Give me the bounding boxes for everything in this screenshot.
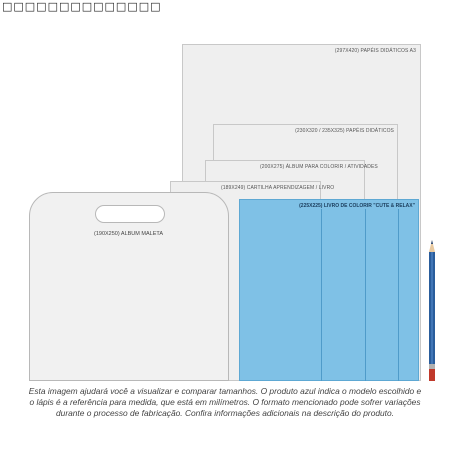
caption-line-3: durante o processo de fabricação. Confira informações adicionais na descrição do produto. [56,408,394,418]
format-maleta-label: (190X250) ALBUM MALETA [94,231,163,237]
format-papeis-edge-line [398,209,399,381]
caption-line-2: o lápis é a referência para medida, que está em milímetros. O formato mencionado pode sofrer variações [29,397,421,407]
format-album-colorir-edge-line [365,209,366,381]
caption-text [14,386,436,419]
format-cartilha-label: (189X249) CARTILHA APRENDIZAGEM / LIVRO [221,185,335,191]
selected-product-shape [239,199,419,381]
header-glyph-text: □□□□□□□□□□□□□□ [2,0,162,13]
format-cartilha-edge-line [321,209,322,381]
caption-line-1: Esta imagem ajudará você a visualizar e comparar tamanhos. O produto azul indica o modelo escolhido e [28,386,422,396]
format-album-colorir-label: (200X275) ÁLBUM PARA COLORIR / ATIVIDADES [260,164,378,170]
maleta-handle-cutout [95,205,165,223]
format-maleta-shape [29,192,229,381]
format-papeis-label: (230X320 / 235X325) PAPÉIS DIDÁTICOS [295,128,394,134]
format-a3-label: (297X420) PAPÉIS DIDÁTICOS A3 [334,48,416,54]
selected-product-label: (225X225) LIVRO DE COLORIR "CUTE & RELAX" [299,203,415,209]
pencil-ferrule [429,364,435,369]
pencil-highlight [432,252,433,364]
pencil-lead [431,240,433,244]
pencil-icon [428,240,436,381]
pencil-eraser [429,369,435,381]
